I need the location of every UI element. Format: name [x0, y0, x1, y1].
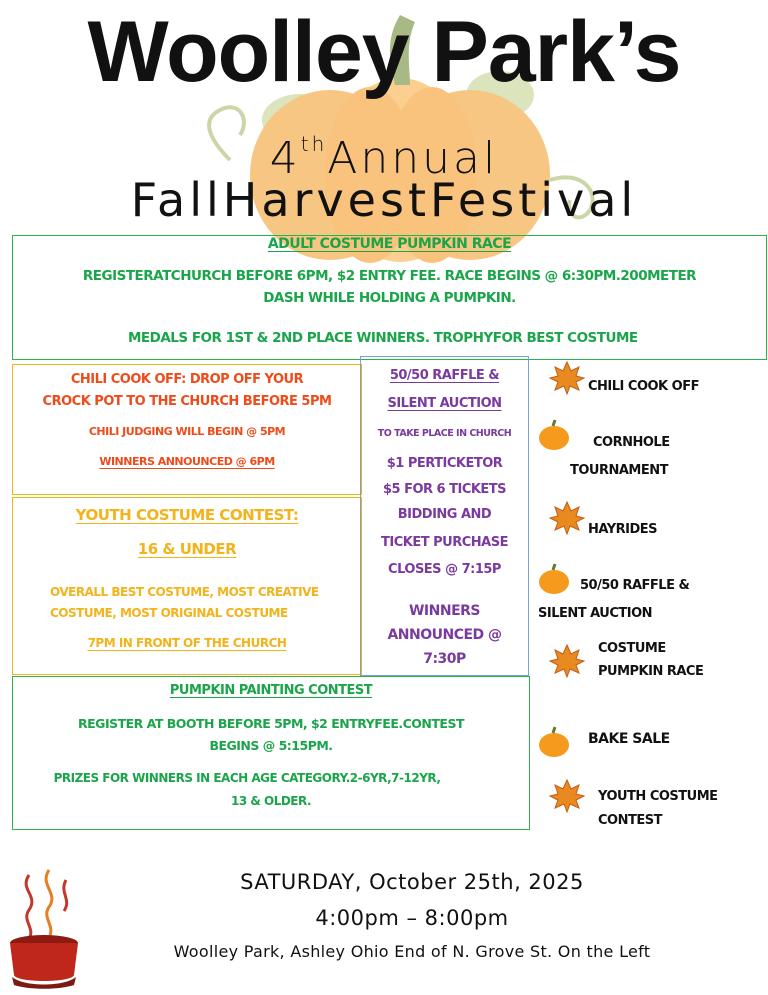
event-costume-race-l2: PUMPKIN RACE — [598, 664, 704, 679]
event-raffle-l2: SILENT AUCTION — [538, 606, 653, 621]
chili-winners: WINNERS ANNOUNCED @ 6PM — [99, 455, 275, 468]
adult-race-line1: REGISTERATCHURCH BEFORE 6PM, $2 ENTRY FEE. RACE BEGINS @ 6:30PM.200METER — [82, 268, 697, 284]
youth-line2: COSTUME, MOST ORIGINAL COSTUME — [50, 606, 288, 620]
annual-suffix: th — [300, 132, 328, 156]
youth-subtitle: 16 & UNDER — [137, 540, 237, 558]
event-bake-sale: BAKE SALE — [588, 731, 670, 747]
pumpkin-icon — [536, 418, 572, 452]
maple-leaf-icon — [548, 500, 586, 536]
event-youth-l1: YOUTH COSTUME — [598, 789, 718, 804]
annual-word: Annual — [327, 133, 499, 184]
event-raffle-l1: 50/50 RAFFLE & — [580, 578, 690, 593]
adult-race-line3: MEDALS FOR 1ST & 2ND PLACE WINNERS. TROPHYFOR BEST COSTUME — [128, 330, 638, 346]
festival-name: FallHarvestFestival — [130, 173, 638, 227]
raffle-bid1: BIDDING AND — [397, 507, 492, 522]
raffle-price2: $5 FOR 6 TICKETS — [382, 482, 507, 497]
pumpkin-icon — [536, 725, 572, 759]
youth-title: YOUTH COSTUME CONTEST: — [75, 506, 299, 524]
chili-line1: CHILI COOK OFF: DROP OFF YOUR — [70, 372, 304, 387]
painting-line2: BEGINS @ 5:15PM. — [209, 738, 333, 753]
maple-leaf-icon — [548, 778, 586, 814]
raffle-win1: WINNERS — [408, 603, 480, 619]
raffle-bid2: TICKET PURCHASE — [381, 535, 508, 550]
event-date: SATURDAY, October 25th, 2025 — [240, 870, 584, 894]
painting-line3: PRIZES FOR WINNERS IN EACH AGE CATEGORY.2-6YR,7-12YR, — [53, 771, 441, 785]
raffle-bid3: CLOSES @ 7:15P — [388, 562, 501, 577]
youth-time: 7PM IN FRONT OF THE CHURCH — [87, 636, 287, 650]
painting-line4: 13 & OLDER. — [230, 794, 312, 808]
adult-race-title: ADULT COSTUME PUMPKIN RACE — [267, 236, 512, 252]
painting-title: PUMPKIN PAINTING CONTEST — [169, 683, 373, 698]
chili-judging: CHILI JUDGING WILL BEGIN @ 5PM — [88, 425, 286, 438]
raffle-win2: ANNOUNCED @ — [387, 627, 502, 643]
annual-number: 4 — [269, 133, 301, 184]
event-chili-cook-off: CHILI COOK OFF — [588, 379, 699, 394]
event-youth-l2: CONTEST — [598, 813, 662, 828]
event-cornhole-l2: TOURNAMENT — [570, 463, 668, 478]
event-location: Woolley Park, Ashley Ohio End of N. Grove St. On the Left — [173, 942, 651, 961]
event-cornhole-l1: CORNHOLE — [593, 435, 670, 450]
maple-leaf-icon — [548, 643, 586, 679]
raffle-title2: SILENT AUCTION — [387, 396, 502, 411]
raffle-win3: 7:30P — [423, 651, 466, 667]
event-hayrides: HAYRIDES — [588, 522, 657, 537]
pumpkin-icon — [536, 562, 572, 596]
raffle-place: TO TAKE PLACE IN CHURCH — [377, 428, 512, 439]
raffle-title1: 50/50 RAFFLE & — [389, 368, 500, 383]
painting-line1: REGISTER AT BOOTH BEFORE 5PM, $2 ENTRYFEE.CONTEST — [78, 716, 464, 731]
chili-line2: CROCK POT TO THE CHURCH BEFORE 5PM — [42, 394, 332, 409]
raffle-price1: $1 PERTICKETOR — [386, 456, 503, 471]
event-time: 4:00pm – 8:00pm — [315, 906, 509, 930]
maple-leaf-icon — [548, 360, 586, 396]
page-title: Woolley Park’s — [87, 4, 681, 100]
event-costume-race-l1: COSTUME — [598, 641, 666, 656]
adult-race-line2: DASH WHILE HOLDING A PUMPKIN. — [263, 290, 516, 306]
youth-line1: OVERALL BEST COSTUME, MOST CREATIVE — [50, 585, 319, 599]
